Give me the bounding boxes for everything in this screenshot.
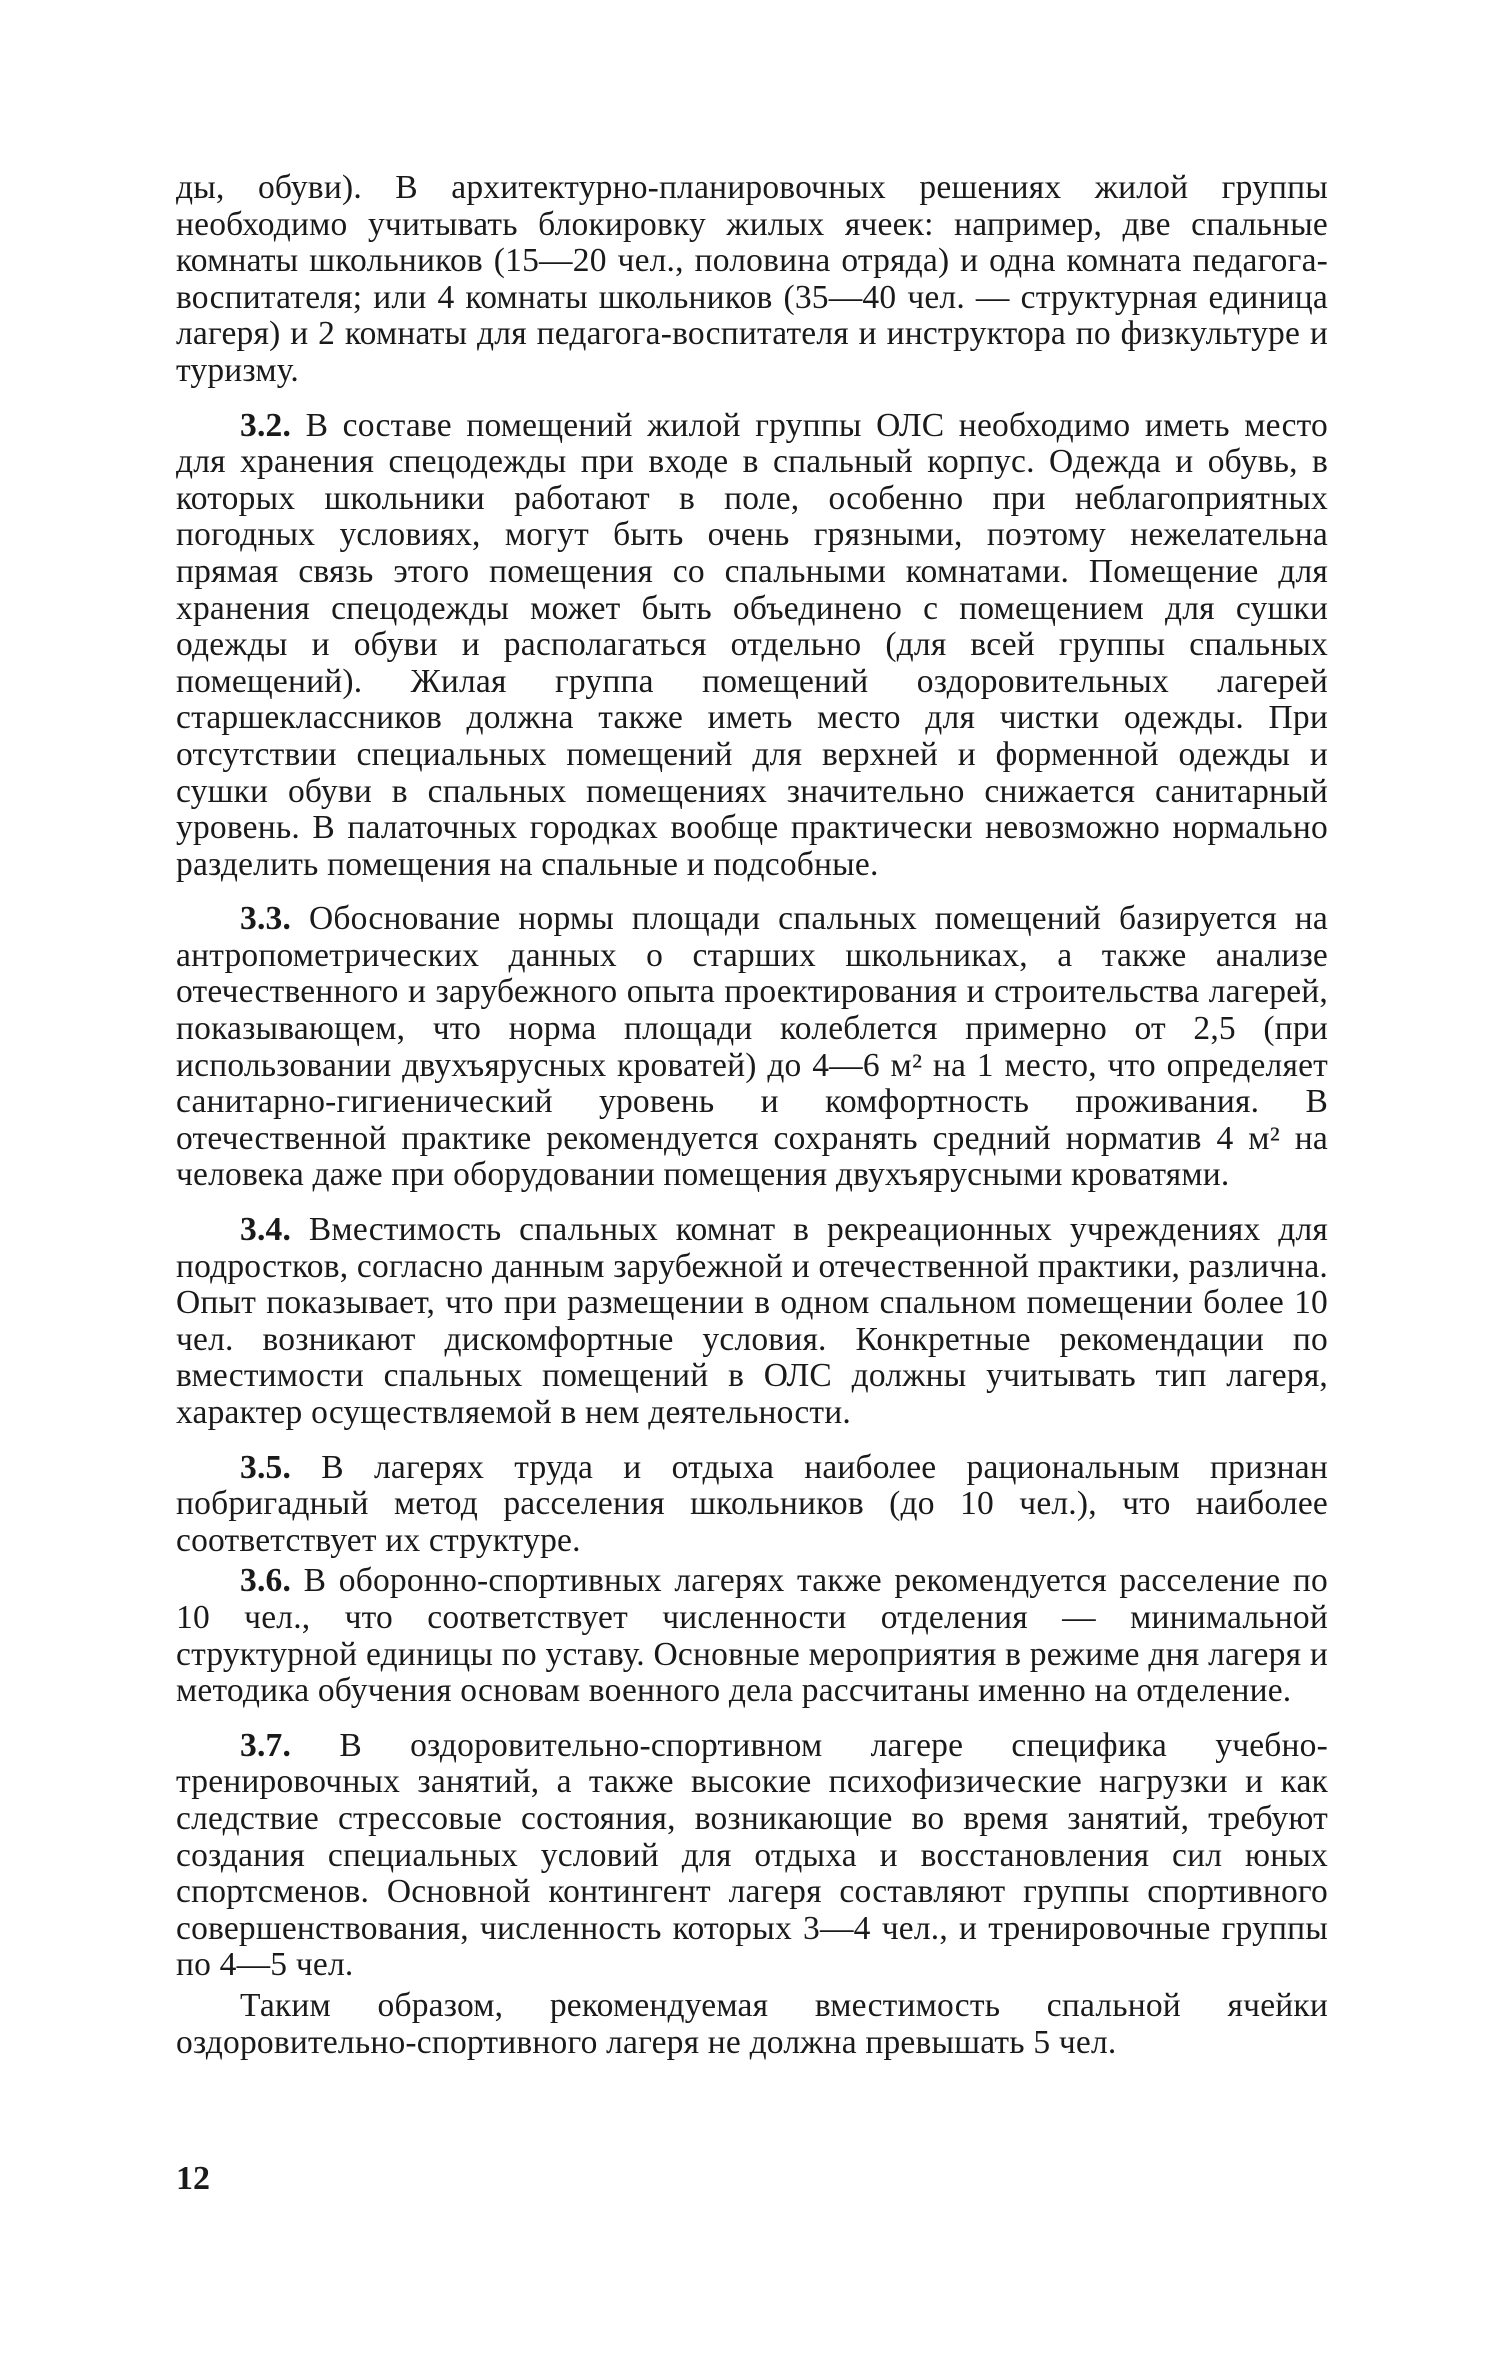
paragraph-3-2 (176, 408, 1328, 884)
section-number: 3.4. (240, 1211, 292, 1249)
paragraph-text: Обоснование нормы площади спальных помещений базируется на антропометрических данных о старших школьниках, а также анализе отечественного и зарубежного опыта проектирования и строительства лагерей, показывающем, что норма площади колеблется примерно от 2,5 (при использовании двухъярусных кроватей) до 4—6 м² на 1 место, что определяет санитарно-гигиенический уровень и комфортность проживания. В отечественной практике рекомендуется сохранять средний норматив 4 м² на человека даже при оборудовании помещения двухъярусными кроватями. (176, 900, 1329, 1194)
section-number: 3.6. (240, 1562, 292, 1600)
paragraph-3-7 (176, 1728, 1328, 1984)
section-number: 3.7. (240, 1726, 292, 1764)
paragraph-text: В оборонно-спортивных лагерях также рекомендуется расселение по 10 чел., что соответствует численности отделения — минимальной структурной единицы по уставу. Основные мероприятия в режиме дня лагеря и методика обучения основам военного дела рассчитаны именно на отделение. (176, 1562, 1329, 1710)
paragraph-text: Таким образом, рекомендуемая вместимость спальной ячейки оздоровительно-спортивного лагеря не должна превышать 5 чел. (176, 1986, 1328, 2061)
paragraph-3-3 (176, 901, 1328, 1194)
section-number: 3.2. (240, 406, 292, 444)
paragraph-text: В лагерях труда и отдыха наиболее рациональным признан побригадный метод расселения школьников (до 10 чел.), что наиболее соответствует их структуре. (176, 1448, 1329, 1559)
paragraph-text: Вместимость спальных комнат в рекреационных учреждениях для подростков, согласно данным зарубежной и отечественной практики, различна. Опыт показывает, что при размещении в одном спальном помещении более 10 чел. возникают дискомфортные условия. Конкретные рекомендации по вместимости спальных помещений в ОЛС должны учитывать тип лагеря, характер осуществляемой в нем деятельности. (176, 1211, 1329, 1431)
paragraph-continuation (176, 170, 1328, 390)
paragraph-text: ды, обуви). В архитектурно-планировочных решениях жилой группы необходимо учитывать блокировку жилых ячеек: например, две спальные комнаты школьников (15—20 чел., половина отряда) и одна комната педагога-воспитателя; или 4 комнаты школьников (35—40 чел. — структурная единица лагеря) и 2 комнаты для педагога-воспитателя и инструктора по физкультуре и туризму. (176, 169, 1328, 389)
page-number: 12 (176, 2160, 210, 2197)
paragraph-3-6 (176, 1563, 1328, 1709)
paragraph-text: В оздоровительно-спортивном лагере специфика учебно-тренировочных занятий, а также высокие психофизические нагрузки и как следствие стрессовые состояния, возникающие во время занятий, требуют создания специальных условий для отдыха и восстановления сил юных спортсменов. Основной контингент лагеря составляют группы спортивного совершенствования, численность которых 3—4 чел., и тренировочные группы по 4—5 чел. (176, 1726, 1328, 1984)
section-number: 3.3. (240, 900, 292, 938)
section-number: 3.5. (240, 1448, 292, 1486)
paragraph-3-4 (176, 1212, 1328, 1432)
paragraph-3-5 (176, 1450, 1328, 1560)
paragraph-conclusion (176, 1988, 1328, 2061)
page-body (176, 170, 1328, 2079)
paragraph-text: В составе помещений жилой группы ОЛС необходимо иметь место для хранения спецодежды при входе в спальный корпус. Одежда и обувь, в которых школьники работают в поле, особенно при неблагоприятных погодных условиях, могут быть очень грязными, поэтому нежелательна прямая связь этого помещения со спальными комнатами. Помещение для хранения спецодежды может быть объединено с помещением для сушки одежды и обуви и располагаться отдельно (для всей группы спальных помещений). Жилая группа помещений оздоровительных лагерей старшеклассников должна также иметь место для чистки одежды. При отсутствии специальных помещений для верхней и форменной одежды и сушки обуви в спальных помещениях значительно снижается санитарный уровень. В палаточных городках вообще практически невозможно нормально разделить помещения на спальные и подсобные. (176, 406, 1328, 883)
